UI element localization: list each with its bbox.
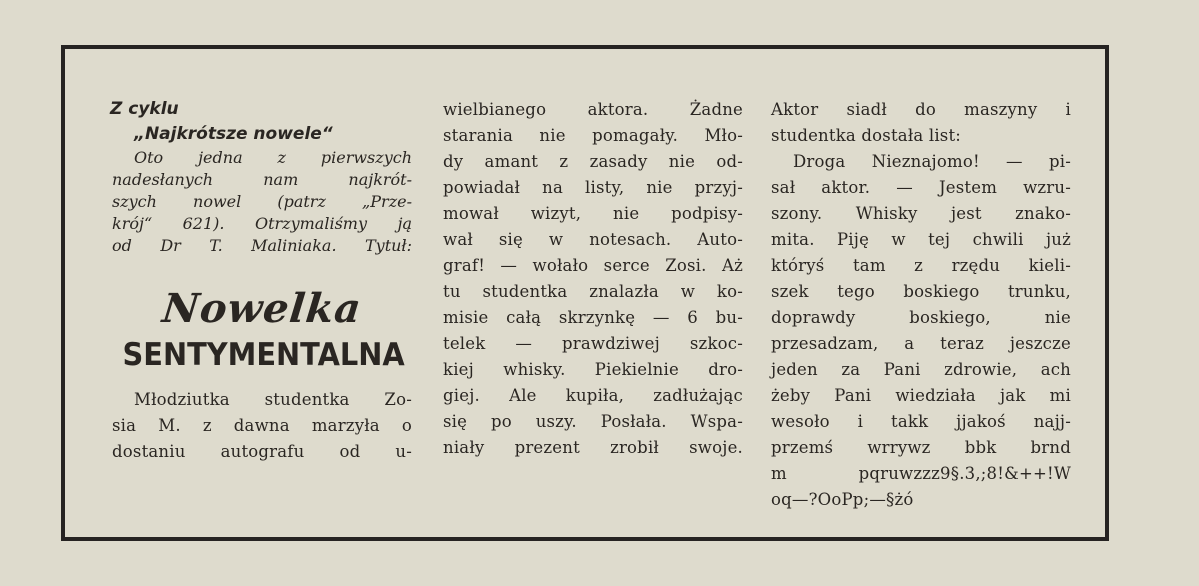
intro-line: Oto jedna z pierwszych bbox=[134, 148, 412, 167]
text-line: doprawdy boskiego, nie bbox=[771, 308, 1071, 327]
column-1 bbox=[112, 97, 412, 465]
text-line: oq—?OoPp;—§żó bbox=[771, 490, 914, 509]
story-title-caps: SENTYMENTALNA bbox=[122, 337, 405, 373]
intro-line: krój“ 621). Otrzymaliśmy ją bbox=[112, 214, 412, 233]
story-text-col1 bbox=[112, 387, 412, 465]
text-line: przesadzam, a teraz jeszcze bbox=[771, 334, 1071, 353]
text-line: wesoło i takk jjakoś najj- bbox=[771, 412, 1071, 431]
text-line: kiej whisky. Piekielnie dro- bbox=[443, 360, 743, 379]
text-line: jeden za Pani zdrowie, ach bbox=[771, 360, 1071, 379]
text-line: dy amant z zasady nie od- bbox=[443, 152, 743, 171]
text-line: żeby Pani wiedziała jak mi bbox=[771, 386, 1071, 405]
text-line: niały prezent zrobił swoje. bbox=[443, 438, 743, 457]
text-line: sał aktor. — Jestem wzru- bbox=[771, 178, 1071, 197]
text-line: studentka dostała list: bbox=[771, 126, 962, 145]
cycle-name: „Najkrótsze nowele“ bbox=[134, 124, 333, 144]
text-line: mita. Piję w tej chwili już bbox=[771, 230, 1071, 249]
text-line: się po uszy. Posłała. Wspa- bbox=[443, 412, 743, 431]
column-2 bbox=[443, 97, 743, 461]
cycle-label: Z cyklu bbox=[110, 99, 179, 119]
story-title-script: Nowelka bbox=[160, 285, 364, 332]
text-line: telek — prawdziwej szkoc- bbox=[443, 334, 743, 353]
intro-text bbox=[112, 147, 412, 257]
text-line: któryś tam z rzędu kieli- bbox=[771, 256, 1071, 275]
text-line: sia M. z dawna marzyła o bbox=[112, 416, 412, 435]
column-3 bbox=[771, 97, 1071, 513]
text-line: giej. Ale kupiła, zadłużając bbox=[443, 386, 743, 405]
text-line: szony. Whisky jest znako- bbox=[771, 204, 1071, 223]
text-line: tu studentka znalazła w ko- bbox=[443, 282, 743, 301]
intro-line: nadesłanych nam najkrót- bbox=[112, 170, 412, 189]
text-line: starania nie pomagały. Mło- bbox=[443, 126, 743, 145]
text-line: graf! — wołało serce Zosi. Aż bbox=[443, 256, 743, 275]
text-line: dostaniu autografu od u- bbox=[112, 442, 412, 461]
text-line: misie całą skrzynkę — 6 bu- bbox=[443, 308, 743, 327]
text-line: Aktor siadł do maszyny i bbox=[771, 100, 1071, 119]
text-line: Droga Nieznajomo! — pi- bbox=[793, 152, 1071, 171]
text-line: wielbianego aktora. Żadne bbox=[443, 100, 743, 119]
text-line: mował wizyt, nie podpisy- bbox=[443, 204, 743, 223]
intro-line: od Dr T. Maliniaka. Tytuł: bbox=[112, 236, 412, 255]
text-line: Młodziutka studentka Zo- bbox=[134, 390, 412, 409]
text-line: przemś wrrywz bbk brnd bbox=[771, 438, 1071, 457]
text-line: wał się w notesach. Auto- bbox=[443, 230, 743, 249]
text-line: m pqruwzzz9§.3,;8!&++!W bbox=[771, 464, 1071, 483]
text-line: szek tego boskiego trunku, bbox=[771, 282, 1071, 301]
intro-line: szych nowel (patrz „Prze- bbox=[112, 192, 412, 211]
text-line: powiadał na listy, nie przyj- bbox=[443, 178, 743, 197]
